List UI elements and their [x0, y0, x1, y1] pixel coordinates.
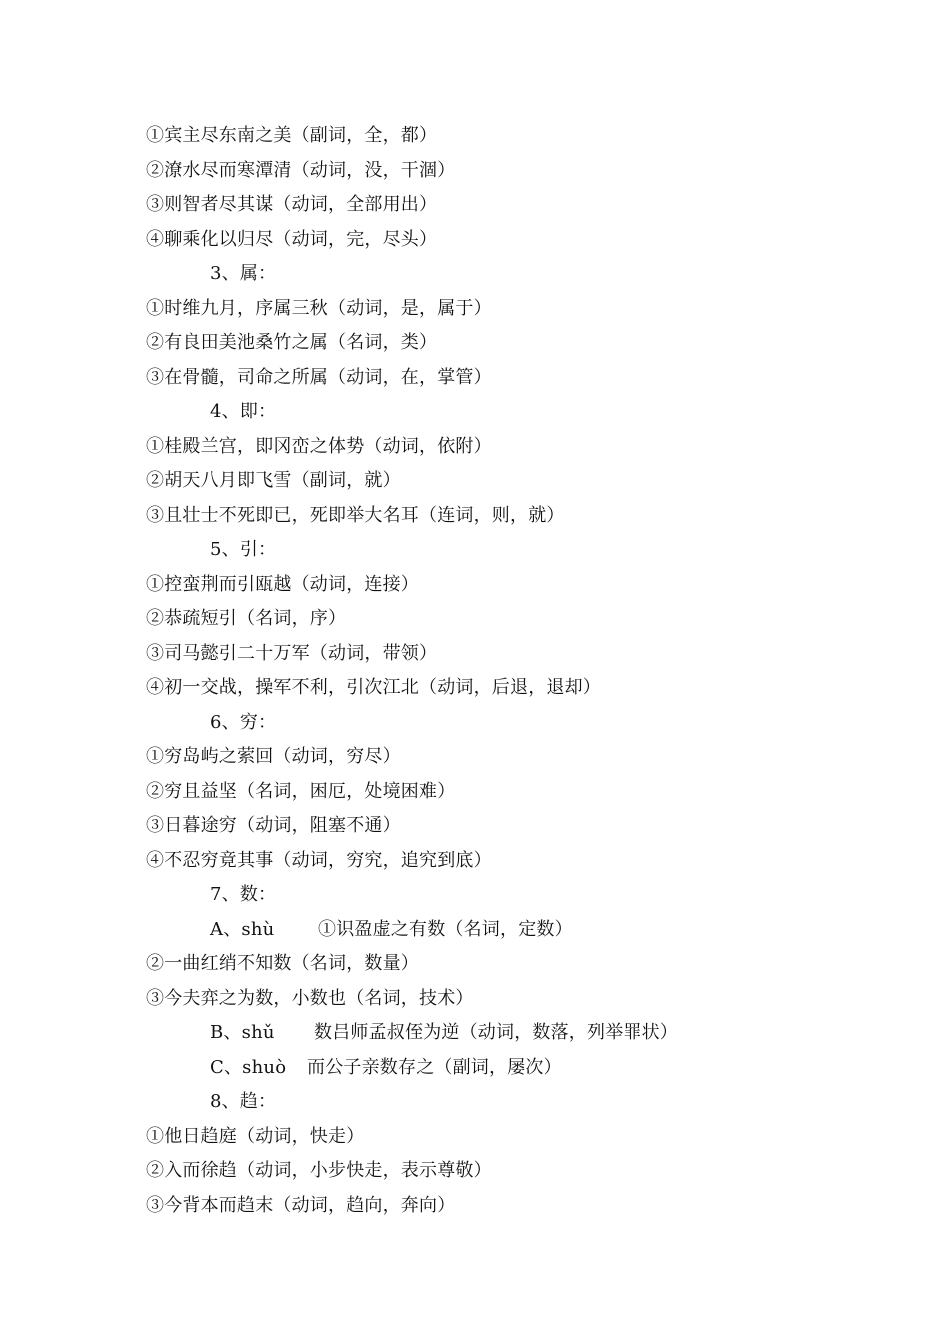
pinyin-label: A、shù [210, 918, 275, 940]
entry-line: ②入而徐趋（动词，小步快走，表示尊敬） [146, 1160, 492, 1181]
entry-line: ②潦水尽而寒潭清（动词，没，干涸） [146, 159, 456, 181]
document-body [146, 119, 906, 1223]
entry-line: ②恭疏短引（名词，序） [146, 608, 347, 629]
entry-line: ②有良田美池桑竹之属（名词，类） [146, 332, 438, 353]
pinyin-label: C、shuò [210, 1056, 287, 1078]
pinyin-label: B、shǔ [210, 1022, 275, 1043]
section-heading: 4、即： [210, 401, 277, 422]
entry-line: ④初一交战，操军不利，引次江北（动词，后退，退却） [146, 677, 601, 698]
pinyin-entry-text: 而公子亲数存之（副词，屡次） [307, 1056, 562, 1078]
pinyin-entry-text: 数吕师孟叔侄为逆（动词，数落，列举罪状） [314, 1022, 678, 1043]
entry-line: ①桂殿兰宫，即冈峦之体势（动词，依附） [146, 435, 492, 457]
section-heading: 8、趋： [210, 1091, 277, 1112]
entry-line: ①穷岛屿之萦回（动词，穷尽） [146, 746, 401, 767]
section-heading: 7、数： [210, 884, 277, 905]
entry-line: ④不忍穷竟其事（动词，穷究，追究到底） [146, 849, 492, 871]
entry-line: ③在骨髓，司命之所属（动词，在，掌管） [146, 366, 492, 388]
section-heading: 6、穷： [210, 711, 277, 733]
entry-line: ①控蛮荆而引瓯越（动词，连接） [146, 573, 419, 595]
entry-line: ②一曲红绡不知数（名词，数量） [146, 953, 419, 974]
section-heading: 5、引： [210, 539, 277, 560]
entry-line: ③且壮士不死即已，死即举大名耳（连词，则，就） [146, 504, 565, 526]
entry-line: ③日暮途穷（动词，阻塞不通） [146, 815, 401, 836]
entry-line: ④聊乘化以归尽（动词，完，尽头） [146, 228, 438, 250]
pinyin-entry-line [146, 913, 906, 948]
entry-line: ②胡天八月即飞雪（副词，就） [146, 470, 401, 491]
entry-line: ③今背本而趋末（动词，趋向，奔向） [146, 1194, 456, 1216]
pinyin-entry-line [146, 1051, 906, 1086]
entry-line: ③今夫弈之为数，小数也（名词，技术） [146, 987, 474, 1009]
section-heading: 3、属： [210, 263, 277, 284]
entry-line: ①宾主尽东南之美（副词，全，都） [146, 125, 438, 146]
entry-line: ①时维九月，序属三秋（动词，是，属于） [146, 297, 492, 319]
entry-line: ③司马懿引二十万军（动词，带领） [146, 642, 438, 664]
entry-line: ③则智者尽其谋（动词，全部用出） [146, 194, 438, 215]
pinyin-entry-text: ①识盈虚之有数（名词，定数） [318, 918, 573, 940]
entry-line: ①他日趋庭（动词，快走） [146, 1125, 365, 1147]
pinyin-entry-line [146, 1016, 906, 1051]
entry-line: ②穷且益坚（名词，困厄，处境困难） [146, 780, 456, 802]
